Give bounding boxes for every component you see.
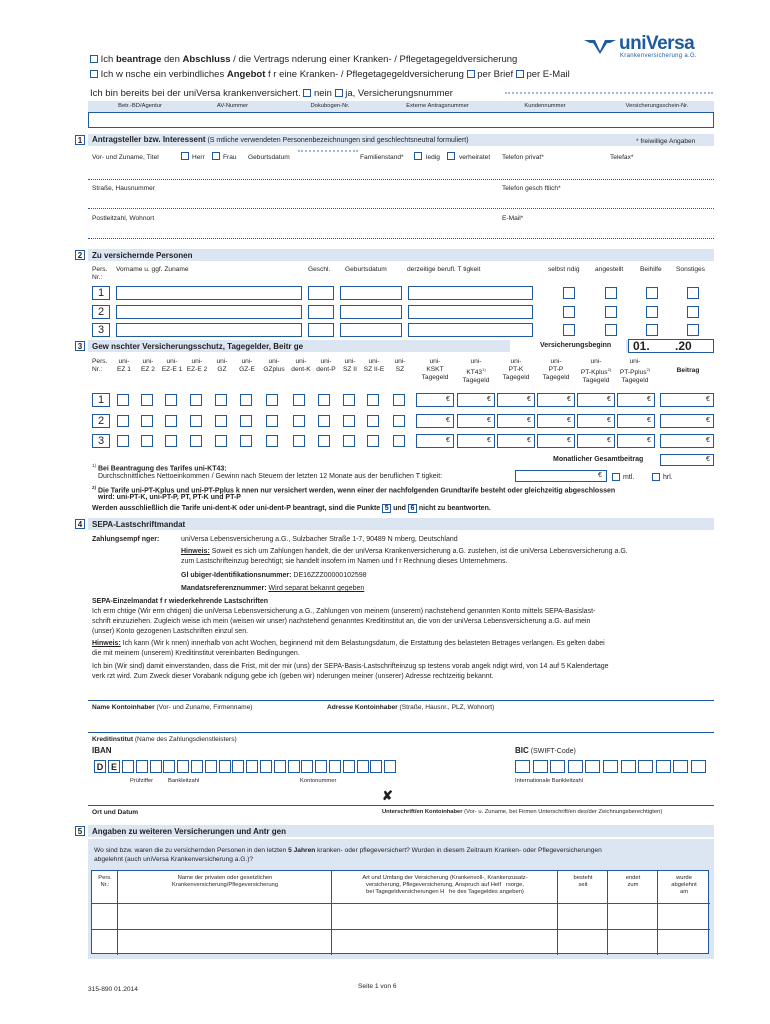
tariff-checkbox[interactable] xyxy=(215,394,227,406)
sepa-hinweis2b: die mit meinem (unserem) Kreditinstitut vereinbarten Bedingungen. xyxy=(92,650,300,657)
iban-digit-cell[interactable] xyxy=(357,760,369,773)
section3-number: 3 xyxy=(75,341,85,351)
col-av-nummer: AV-Nummer xyxy=(216,103,249,109)
label-angestellt: angestellt xyxy=(595,266,624,273)
label-plz: Postleitzahl, Wohnort xyxy=(92,215,155,222)
hinweis1: Hinweis: Soweit es sich um Zahlungen handelt, die der uniVersa Krankenversicherung a.G. zustehen, ist die uniVersa Lebensversicherung a.G. xyxy=(181,548,628,555)
section1-number: 1 xyxy=(75,135,85,145)
beruf-field[interactable] xyxy=(408,323,533,337)
beruf-field[interactable] xyxy=(408,286,533,300)
iban-digit-cell[interactable] xyxy=(370,760,382,773)
ledig-checkbox[interactable] xyxy=(414,152,422,160)
income-field[interactable] xyxy=(515,470,607,482)
section5-question2: abgelehnt (auch uniVersa Krankenversicherung a.G.)? xyxy=(94,856,254,863)
mtl-checkbox[interactable] xyxy=(612,473,620,481)
label-ort-datum: Ort und Datum xyxy=(92,809,139,816)
beihilfe-checkbox[interactable] xyxy=(646,306,658,318)
person-number: 1 xyxy=(92,286,110,300)
versicherungsnummer-field[interactable] xyxy=(505,90,713,94)
col-kundennummer: Kundennummer xyxy=(524,103,566,109)
signature-cross: ✘ xyxy=(382,788,393,803)
recipient-text: uniVersa Lebensversicherung a.G., Sulzbacher Straße 1-7, 90489 N rnberg, Deutschland xyxy=(181,536,458,543)
bic-char-cell[interactable] xyxy=(515,760,530,773)
angestellt-checkbox[interactable] xyxy=(605,306,617,318)
section2-number: 2 xyxy=(75,250,85,260)
dent-note: Werden ausschließlich die Tarife uni-dent-K oder uni-dent-P beantragt, sind die Punkte 5 und 6 nicht zu beantworten. xyxy=(92,505,491,512)
form-number: 315-890 01.2014 xyxy=(88,986,138,993)
tariff-checkbox[interactable] xyxy=(293,435,305,447)
name-row-line[interactable] xyxy=(88,179,714,180)
offer-checkbox[interactable] xyxy=(90,70,98,78)
euro-sign: € xyxy=(647,396,651,403)
tariff-head: uni- GZ xyxy=(216,358,228,373)
nein-checkbox[interactable] xyxy=(303,89,311,97)
tariff-head: uni- EZ-E 2 xyxy=(186,358,208,373)
beihilfe-checkbox[interactable] xyxy=(646,324,658,336)
person-number: 2 xyxy=(92,414,110,428)
label-telefon-geschaeftlich: Telefon gesch ftlich* xyxy=(502,185,561,192)
tariff-checkbox[interactable] xyxy=(141,435,153,447)
label-pers-nr: Pers. Nr.: xyxy=(92,266,108,281)
section5-title: Angaben zu weiteren Versicherungen und Antr gen xyxy=(92,827,286,836)
euro-sign: € xyxy=(446,437,450,444)
tariff-head: uni- SZ II-E xyxy=(363,358,385,373)
col-besteht-seit: besteht seit xyxy=(573,875,593,888)
col-externe-antragsnummer: Externe Antragsnummer xyxy=(406,103,469,109)
tariff-head: uni- EZ-E 1 xyxy=(161,358,183,373)
person-number: 1 xyxy=(92,393,110,407)
euro-sign: € xyxy=(487,396,491,403)
per-brief-checkbox[interactable] xyxy=(467,70,475,78)
label-sonstiges: Sonstiges xyxy=(676,266,705,273)
col-agentur: Betr.-BD/Agentur xyxy=(118,103,162,109)
col-versicherung-name: Name der privaten oder gesetzlichen Krankenversicherung/Pflegeversicherung xyxy=(171,875,278,888)
tariff-checkbox[interactable] xyxy=(215,435,227,447)
tariff-checkbox[interactable] xyxy=(343,415,355,427)
label-email: E-Mail* xyxy=(502,215,524,222)
optional-note: * freiwillige Angaben xyxy=(636,138,696,145)
tariff-checkbox[interactable] xyxy=(266,415,278,427)
label-name: Vor- und Zuname, Titel xyxy=(92,154,159,161)
iban-digit-cell[interactable] xyxy=(274,760,286,773)
footnote1-title: $^{1)}$ Bei Beantragung des Tarifes uni-KT43: xyxy=(92,463,227,473)
label-telefon-privat: Telefon privat* xyxy=(502,154,544,161)
label-telefax: Telefax* xyxy=(610,154,634,161)
selbstaendig-checkbox[interactable] xyxy=(563,306,575,318)
label-adresse-kontoinhaber: Adresse Kontoinhaber (Straße, Hausnr., PLZ, Wohnort) xyxy=(327,704,495,711)
tariff-checkbox[interactable] xyxy=(190,435,202,447)
iban-digit-cell[interactable] xyxy=(260,760,272,773)
frau-checkbox[interactable] xyxy=(212,152,220,160)
insurance-table[interactable] xyxy=(91,870,709,954)
beginn-year: .20 xyxy=(675,339,692,353)
bic-char-cell[interactable] xyxy=(603,760,618,773)
selbstaendig-checkbox[interactable] xyxy=(563,324,575,336)
label-beihilfe: Beihilfe xyxy=(640,266,662,273)
apply-checkbox[interactable] xyxy=(90,55,98,63)
footnote1-text: Durchschnittliches Nettoeinkommen / Gewinn nach Steuern der letzten 12 Monate aus der beruflichen T tigkeit: xyxy=(98,473,443,480)
geschlecht-field[interactable] xyxy=(308,286,334,300)
section4-title: SEPA-Lastschriftmandat xyxy=(92,520,186,529)
tariff-checkbox[interactable] xyxy=(190,415,202,427)
geschlecht-field[interactable] xyxy=(308,323,334,337)
iban-digit-cell[interactable] xyxy=(246,760,258,773)
bic-char-cell[interactable] xyxy=(673,760,688,773)
label-strasse: Straße, Hausnummer xyxy=(92,185,156,192)
iban-digit-cell[interactable] xyxy=(122,760,134,773)
euro-sign: € xyxy=(487,437,491,444)
section2-title: Zu versichernde Personen xyxy=(92,251,193,260)
tariff-checkbox[interactable] xyxy=(343,394,355,406)
iban-digit-cell[interactable] xyxy=(177,760,189,773)
section5-number: 5 xyxy=(75,826,85,836)
euro-sign: € xyxy=(527,437,531,444)
bic-char-cell[interactable] xyxy=(585,760,600,773)
iban-digit-cell[interactable] xyxy=(301,760,313,773)
tariff-head: uni- EZ 1 xyxy=(117,358,131,373)
sonstiges-checkbox[interactable] xyxy=(687,324,699,336)
tariff-checkbox[interactable] xyxy=(117,415,129,427)
label-geburtsdatum-2: Geburtsdatum xyxy=(345,266,387,273)
section3-title: Gew nschter Versicherungsschutz, Tagegelder, Beitr ge xyxy=(92,342,304,351)
bic-char-cell[interactable] xyxy=(533,760,548,773)
tariff-checkbox[interactable] xyxy=(141,415,153,427)
bic-char-cell[interactable] xyxy=(621,760,636,773)
iban-digit-cell[interactable] xyxy=(329,760,341,773)
euro-sign: € xyxy=(567,396,571,403)
beruf-field[interactable] xyxy=(408,305,533,319)
sepa-p4: Ich bin (Wir sind) damit einverstanden, dass die Frist, mit der mir (uns) der SEPA-Basis-Lastschrifteinzug sp testens vorab angek ndigt wird, von 14 auf 5 Kalendertage xyxy=(92,663,609,670)
sonstiges-checkbox[interactable] xyxy=(687,306,699,318)
tariff-head: uni- dent-K xyxy=(291,358,311,373)
iban-digit-cell[interactable] xyxy=(288,760,300,773)
tariff-checkbox[interactable] xyxy=(165,435,177,447)
angestellt-checkbox[interactable] xyxy=(605,287,617,299)
label-herr: Herr xyxy=(192,154,205,161)
tariff-checkbox[interactable] xyxy=(393,415,405,427)
birthdate-field[interactable] xyxy=(340,323,402,337)
tariff-checkbox[interactable] xyxy=(117,394,129,406)
label-unterschrift: Unterschrift/en Kontoinhaber (Vor- u. Zuname, bei Firmen Unterschrift/en des/der Zeichnungsberechtigten) xyxy=(382,809,663,815)
euro-sign: € xyxy=(446,396,450,403)
label-beruf: derzeitige berufl. T tigkeit xyxy=(407,266,481,273)
euro-sign: € xyxy=(527,396,531,403)
label-frau: Frau xyxy=(223,154,237,161)
label-iban: IBAN xyxy=(92,746,112,755)
bic-char-cell[interactable] xyxy=(638,760,653,773)
label-hrl: hrl. xyxy=(663,474,673,481)
label-familienstand: Familienstand* xyxy=(360,154,404,161)
euro-sign: € xyxy=(446,417,450,424)
option-apply-row: Ich beantrage den Abschluss / die Vertrags nderung einer Kranken- / Pflegetagegeldversicherung xyxy=(90,54,517,65)
iban-digit-cell[interactable] xyxy=(232,760,244,773)
tariff-checkbox[interactable] xyxy=(141,394,153,406)
euro-sign: € xyxy=(706,396,710,403)
euro-sign: € xyxy=(607,437,611,444)
iban-digit-cell[interactable] xyxy=(219,760,231,773)
herr-checkbox[interactable] xyxy=(181,152,189,160)
page-number: Seite 1 von 6 xyxy=(358,983,397,990)
logo-text: uniVersa xyxy=(619,33,695,54)
iban-digit-cell[interactable] xyxy=(384,760,396,773)
bic-char-cell[interactable] xyxy=(568,760,583,773)
tariff-checkbox[interactable] xyxy=(215,415,227,427)
person-number: 3 xyxy=(92,323,110,337)
label-mtl: mtl. xyxy=(623,474,635,481)
jaehrl-checkbox[interactable] xyxy=(652,473,660,481)
label-pers-nr-3: Pers. Nr.: xyxy=(92,358,108,373)
label-ledig: ledig xyxy=(426,154,440,161)
tariff-checkbox[interactable] xyxy=(266,435,278,447)
label-kreditinstitut: Kreditinstitut (Name des Zahlungsdienstleisters) xyxy=(92,736,237,743)
col-endet-zum: endet zum xyxy=(625,875,641,888)
euro-sign: € xyxy=(567,437,571,444)
euro-sign: € xyxy=(706,437,710,444)
tariff-checkbox[interactable] xyxy=(318,435,330,447)
iban-digit-cell[interactable] xyxy=(343,760,355,773)
logo xyxy=(583,34,713,64)
iban-digit-cell[interactable] xyxy=(191,760,203,773)
tagegeld-head: uni- PT-Kplus$^{2)}$ Tagegeld xyxy=(580,358,612,385)
creditor-id: Gl ubiger-Identifikationsnummer: DE16ZZZ00000102598 xyxy=(181,572,367,579)
tariff-head: uni- EZ 2 xyxy=(141,358,155,373)
holder-line[interactable] xyxy=(88,700,714,701)
verheiratet-checkbox[interactable] xyxy=(447,152,455,160)
col-versicherungsschein: Versicherungsschein-Nr. xyxy=(625,103,689,109)
hinweis1b: zum Lastschrifteinzug berechtigt; sie handelt insofern im Namen und f r Rechnung dieses Unternehmens. xyxy=(181,558,508,565)
label-int-bankleitzahl: Internationale Bankleitzahl xyxy=(515,778,583,784)
option-offer-row: Ich w nsche ein verbindliches Angebot f r eine Kranken- / Pflegetagegeldversicherung per Brief per E-Mail xyxy=(90,69,570,80)
ja-checkbox[interactable] xyxy=(335,89,343,97)
tagegeld-head: uni- KSKT Tagegeld xyxy=(421,358,449,381)
tariff-checkbox[interactable] xyxy=(367,435,379,447)
birthdate-field[interactable] xyxy=(298,148,358,152)
tariff-checkbox[interactable] xyxy=(393,394,405,406)
label-geburtsdatum: Geburtsdatum xyxy=(248,154,290,161)
iban-d: D xyxy=(94,760,106,773)
already-insured-row: Ich bin bereits bei der uniVersa krankenversichert. nein ja, Versicherungsnummer xyxy=(90,88,453,99)
tagegeld-head: uni- KT43$^{1)}$ Tagegeld xyxy=(462,358,490,385)
person-number: 3 xyxy=(92,434,110,448)
tariff-checkbox[interactable] xyxy=(367,394,379,406)
col-art-umfang: Art und Umfang der Versicherung (Krankenvoll-, Krankenzusatz- versicherung, Pflegeversicherung, Anspruch auf Helf rsorge, bei Tagegeldversicherungen H he des Tagegeldes angeben) xyxy=(362,875,528,895)
sepa-title: SEPA-Einzelmandat f r wiederkehrende Lastschriften xyxy=(92,598,269,605)
col-pers-nr: Pers. Nr.: xyxy=(98,875,112,888)
euro-sign: € xyxy=(647,417,651,424)
iban-e: E xyxy=(108,760,120,773)
tariff-checkbox[interactable] xyxy=(393,435,405,447)
sepa-p5: verk rzt wird. Zum Zweck dieser Vorabank ndigung gebe ich (geben wir) nderungen meiner (unserer) Adresse rechtzeitig bekannt. xyxy=(92,673,494,680)
label-pruefziffer: Prüfziffer xyxy=(130,778,154,784)
iban-digit-cell[interactable] xyxy=(150,760,162,773)
tariff-checkbox[interactable] xyxy=(165,415,177,427)
name-field[interactable] xyxy=(116,286,302,300)
tariff-checkbox[interactable] xyxy=(318,415,330,427)
angestellt-checkbox[interactable] xyxy=(605,324,617,336)
tariff-head: uni- SZ II xyxy=(343,358,357,373)
tariff-checkbox[interactable] xyxy=(190,394,202,406)
street-row-line[interactable] xyxy=(88,208,714,209)
label-kontonummer: Kontonummer xyxy=(300,778,337,784)
tagegeld-head: uni- PT-K Tagegeld xyxy=(502,358,530,381)
signature-line[interactable] xyxy=(88,805,714,806)
tariff-head: uni- dent-P xyxy=(316,358,336,373)
per-email-checkbox[interactable] xyxy=(516,70,524,78)
birthdate-field[interactable] xyxy=(340,286,402,300)
label-monthly-total: Monatlicher Gesamtbeitrag xyxy=(553,456,644,463)
tariff-checkbox[interactable] xyxy=(240,394,252,406)
sepa-hinweis2: Hinweis: Ich kann (Wir k nnen) innerhalb von acht Wochen, beginnend mit dem Belastungsdatum, die Erstattung des belasteten Betrages verlangen. Es gelten dabei xyxy=(92,640,605,647)
name-field[interactable] xyxy=(116,323,302,337)
selbstaendig-checkbox[interactable] xyxy=(563,287,575,299)
euro-sign: € xyxy=(647,437,651,444)
bic-char-cell[interactable] xyxy=(691,760,706,773)
euro-sign: € xyxy=(607,417,611,424)
label-verheiratet: verheiratet xyxy=(459,154,491,161)
footnote2-text: $^{2)}$ Die Tarife uni-PT-Kplus und uni-PT-Pplus k nnen nur versichert werden, wenn einer der nachfolgenden Grundtarife besteht oder gleichzeitig abgeschlossen xyxy=(92,485,616,495)
iban-digit-cell[interactable] xyxy=(205,760,217,773)
label-bic: BIC (SWIFT-Code) xyxy=(515,746,576,755)
tariff-head: uni- GZ-E xyxy=(239,358,255,373)
iban-digit-cell[interactable] xyxy=(136,760,148,773)
universa-logo-icon xyxy=(583,37,617,55)
tagegeld-head: uni- PT-Pplus$^{2)}$ Tagegeld xyxy=(619,358,651,385)
tariff-checkbox[interactable] xyxy=(165,394,177,406)
top-columns-fields[interactable] xyxy=(88,112,714,128)
logo-subtitle: Krankenversicherung a.G. xyxy=(620,53,697,59)
ref-point-6: 6 xyxy=(408,504,417,513)
sonstiges-checkbox[interactable] xyxy=(687,287,699,299)
section5-question: Wo sind bzw. waren die zu versichernden Personen in den letzten 5 Jahren kranken- oder pflegeversichert? Wurden in diesem Zeitraum Kranken- oder Pflegeversicherungen xyxy=(94,847,602,854)
beginn-month: 01. xyxy=(633,339,650,353)
section1-title: Antragsteller bzw. Interessent (S mtliche verwendeten Personenbezeichnungen sind geschlechtsneutral formuliert) xyxy=(92,135,469,144)
sepa-p3: (unser) Konto gezogenen Lastschriften einzul sen. xyxy=(92,628,249,635)
tagegeld-head: uni- PT-P Tagegeld xyxy=(542,358,570,381)
tariff-head: uni- GZplus xyxy=(263,358,285,373)
label-geschlecht: Geschl. xyxy=(308,266,331,273)
euro-sign: € xyxy=(527,417,531,424)
tariff-checkbox[interactable] xyxy=(240,435,252,447)
footnote2-text2: wird: uni-PT-K, uni-PT-P, PT, PT-K und PT-P xyxy=(98,494,241,501)
tariff-checkbox[interactable] xyxy=(266,394,278,406)
euro-sign: € xyxy=(487,417,491,424)
geschlecht-field[interactable] xyxy=(308,305,334,319)
tariff-checkbox[interactable] xyxy=(343,435,355,447)
income-euro: € xyxy=(598,472,602,479)
bic-char-cell[interactable] xyxy=(656,760,671,773)
tariff-checkbox[interactable] xyxy=(293,415,305,427)
sepa-p1: Ich erm chtige (Wir erm chtigen) die uniVersa Lebensversicherung a.G., Zahlungen von meinem (unserem) nachstehend genannten Konto mittels SEPA-Basislast- xyxy=(92,608,596,615)
person-number: 2 xyxy=(92,305,110,319)
section4-number: 4 xyxy=(75,519,85,529)
birthdate-field[interactable] xyxy=(340,305,402,319)
tariff-checkbox[interactable] xyxy=(117,435,129,447)
tariff-head: uni- SZ xyxy=(394,358,406,373)
zip-row-line[interactable] xyxy=(88,238,714,239)
tariff-checkbox[interactable] xyxy=(293,394,305,406)
beihilfe-checkbox[interactable] xyxy=(646,287,658,299)
iban-digit-cell[interactable] xyxy=(163,760,175,773)
monthly-total-euro: € xyxy=(706,456,710,463)
col-abgelehnt-am: wurde abgelehnt am xyxy=(671,875,697,895)
label-versicherungsbeginn: Versicherungsbeginn xyxy=(540,342,612,349)
section5-box xyxy=(88,839,714,959)
label-kontoinhaber: Name Kontoinhaber (Vor- und Zuname, Firmenname) xyxy=(92,704,253,711)
label-bankleitzahl: Bankleitzahl xyxy=(168,778,200,784)
col-dokubogen: Dokubogen-Nr. xyxy=(310,103,350,109)
name-field[interactable] xyxy=(116,305,302,319)
label-selbstaendig: selbst ndig xyxy=(548,266,580,273)
euro-sign: € xyxy=(567,417,571,424)
euro-sign: € xyxy=(706,417,710,424)
label-vorname: Vorname u. ggf. Zuname xyxy=(116,266,189,273)
bic-char-cell[interactable] xyxy=(550,760,565,773)
iban-digit-cell[interactable] xyxy=(315,760,327,773)
mandate-ref: Mandatsreferenznummer: Wird separat bekannt gegeben xyxy=(181,585,365,592)
bank-line[interactable] xyxy=(88,732,714,733)
beginn-date-field[interactable] xyxy=(628,339,714,353)
label-beitrag: Beitrag xyxy=(676,367,700,374)
ref-point-5: 5 xyxy=(382,504,391,513)
tariff-checkbox[interactable] xyxy=(367,415,379,427)
recipient-label: Zahlungsempf nger: xyxy=(92,536,160,543)
tariff-checkbox[interactable] xyxy=(318,394,330,406)
tariff-checkbox[interactable] xyxy=(240,415,252,427)
sepa-p2: schrift einzuziehen. Zugleich weise ich mein (weisen wir unser) nachstehend genanntes Kreditinstitut an, die von der uniVersa Lebensversicherung a.G. auf mein xyxy=(92,618,591,625)
euro-sign: € xyxy=(607,396,611,403)
